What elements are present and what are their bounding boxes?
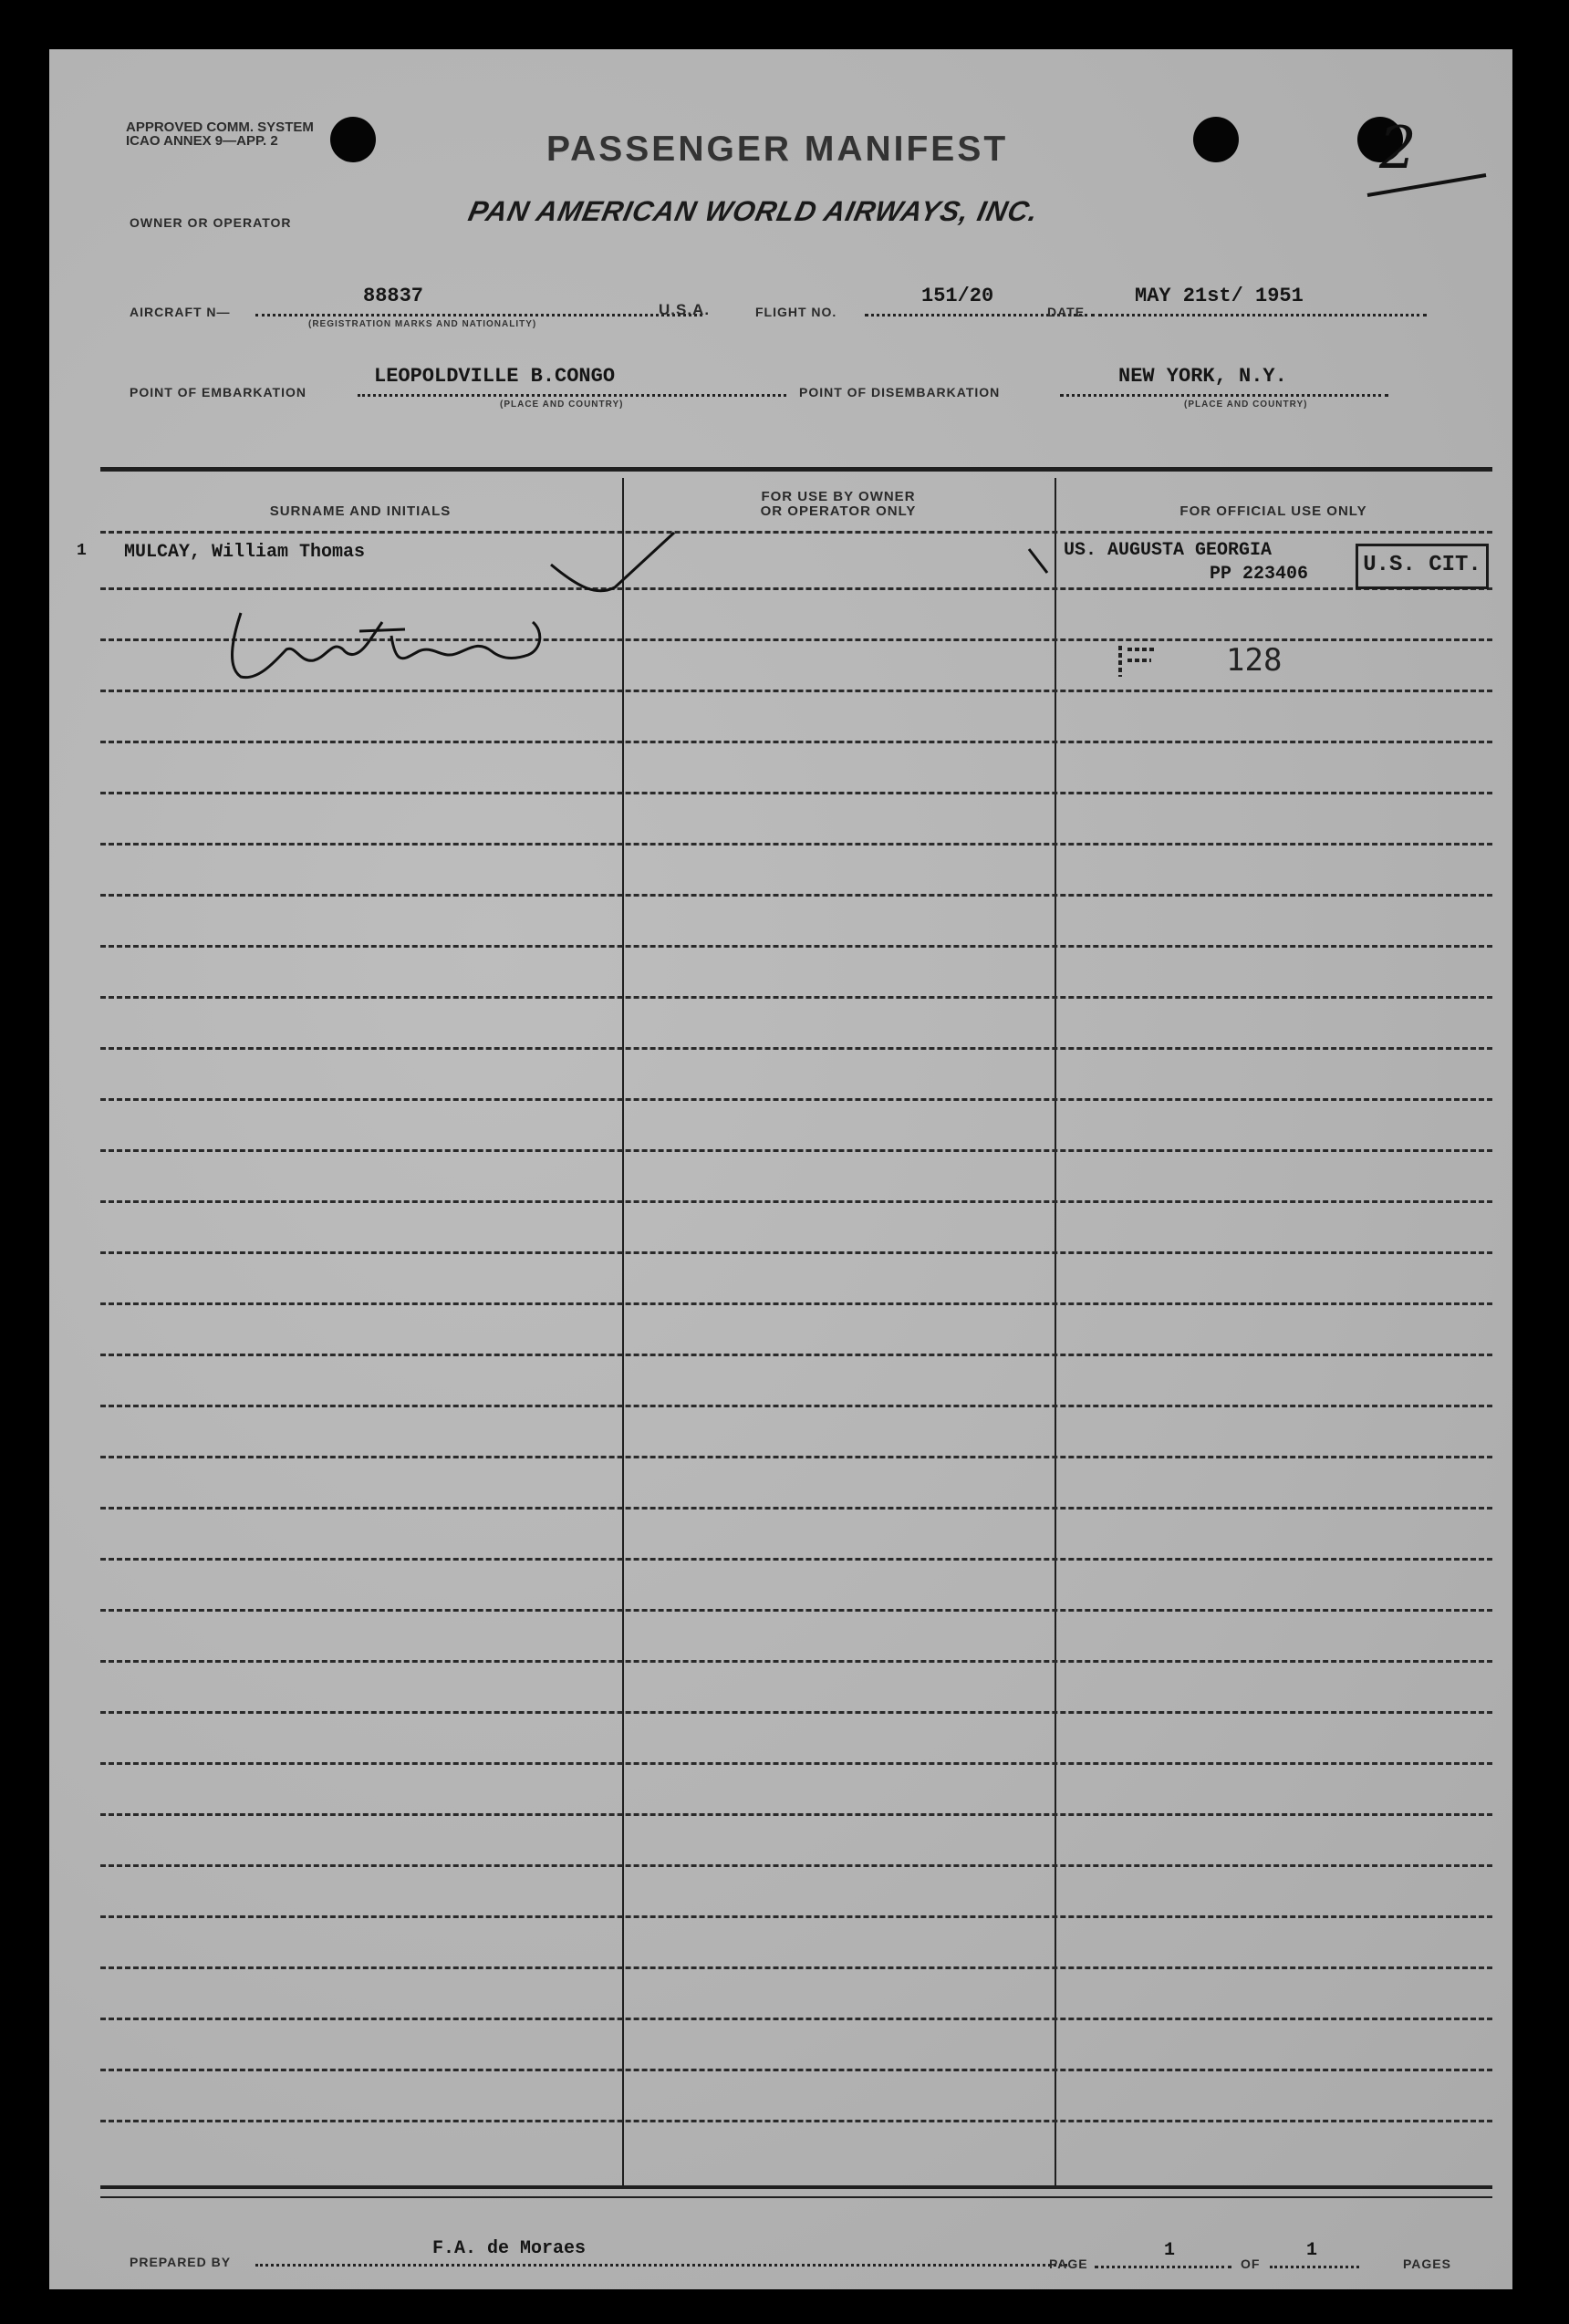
prepared-value: F.A. de Moraes	[432, 2238, 587, 2259]
table-rule	[100, 1966, 1492, 1969]
table-rule	[100, 1507, 1492, 1510]
embark-label: POINT OF EMBARKATION	[130, 385, 307, 399]
official-nationality: US. AUGUSTA GEORGIA	[1064, 540, 1273, 561]
table-bottom-rule	[100, 2185, 1492, 2189]
table-rule	[100, 1456, 1492, 1458]
table-rule	[100, 1354, 1492, 1356]
official-number: 128	[1226, 642, 1283, 679]
table-rule	[100, 843, 1492, 846]
stamp-mark-icon	[1115, 640, 1160, 680]
owner-label: OWNER OR OPERATOR	[130, 215, 292, 230]
corner-mark-icon	[1363, 168, 1491, 204]
disembark-label: POINT OF DISEMBARKATION	[799, 385, 1001, 399]
date-line	[1098, 314, 1427, 316]
table-rule	[100, 1405, 1492, 1407]
of-line	[1270, 2266, 1359, 2268]
page-title: PASSENGER MANIFEST	[546, 130, 1009, 169]
page-label: PAGE	[1049, 2257, 1088, 2271]
table-rule	[100, 531, 1492, 534]
table-rule	[100, 1251, 1492, 1254]
disembark-value: NEW YORK, N.Y.	[1118, 365, 1287, 388]
table-rule	[100, 741, 1492, 743]
column-header-surname: SURNAME AND INITIALS	[269, 503, 452, 519]
aircraft-label: AIRCRAFT N—	[130, 305, 231, 319]
table-rule	[100, 1660, 1492, 1663]
table-rule	[100, 1200, 1492, 1203]
checkmark-icon	[542, 524, 679, 606]
registration-caption: (REGISTRATION MARKS AND NATIONALITY)	[308, 319, 537, 329]
page-value: 1	[1164, 2240, 1176, 2261]
manifest-sheet	[49, 49, 1512, 2289]
of-label: OF	[1241, 2257, 1261, 2271]
column-divider-1	[622, 478, 624, 2189]
pages-label: PAGES	[1403, 2257, 1451, 2271]
embark-line	[358, 394, 786, 397]
aircraft-line	[255, 314, 702, 316]
table-rule	[100, 1098, 1492, 1101]
usa-label: U.S.A.	[659, 301, 711, 318]
column-header-owner-use-2: OR OPERATOR ONLY	[760, 503, 917, 519]
date-value: MAY 21st/ 1951	[1135, 285, 1304, 307]
page-line	[1095, 2266, 1231, 2268]
corner-number: 2	[1379, 115, 1417, 182]
table-rule	[100, 1711, 1492, 1714]
passenger-index: 1	[77, 542, 87, 560]
of-value: 1	[1306, 2240, 1318, 2261]
official-passport: PP 223406	[1210, 564, 1309, 585]
table-rule	[100, 1762, 1492, 1765]
table-bottom-rule-2	[100, 2196, 1492, 2198]
tick-mark-icon	[1025, 545, 1053, 582]
table-rule	[100, 1915, 1492, 1918]
flight-label: FLIGHT NO.	[755, 305, 837, 319]
table-rule	[100, 1047, 1492, 1050]
table-rule	[100, 1609, 1492, 1612]
table-rule	[100, 2120, 1492, 2122]
handwritten-signature-icon	[223, 595, 551, 695]
flight-value: 151/20	[921, 285, 994, 307]
table-rule	[100, 1813, 1492, 1816]
table-rule	[100, 2069, 1492, 2071]
aircraft-value: 88837	[363, 285, 424, 307]
table-rule	[100, 1558, 1492, 1561]
prepared-line	[255, 2264, 1067, 2267]
table-rule	[100, 792, 1492, 794]
punch-hole-center	[1193, 117, 1239, 162]
table-rule	[100, 894, 1492, 897]
embark-value: LEOPOLDVILLE B.CONGO	[374, 365, 616, 388]
citizen-stamp: U.S. CIT.	[1356, 544, 1489, 589]
disembark-line	[1060, 394, 1388, 397]
table-rule	[100, 2018, 1492, 2020]
table-top-rule	[100, 467, 1492, 472]
column-header-owner-use-1: FOR USE BY OWNER	[761, 489, 916, 504]
table-rule	[100, 587, 1492, 590]
table-rule	[100, 996, 1492, 999]
column-header-official: FOR OFFICIAL USE ONLY	[1179, 503, 1367, 519]
column-divider-2	[1055, 478, 1056, 2189]
table-rule	[100, 1149, 1492, 1152]
embark-caption: (PLACE AND COUNTRY)	[500, 399, 624, 410]
prepared-label: PREPARED BY	[130, 2255, 232, 2269]
table-rule	[100, 1864, 1492, 1867]
table-rule	[100, 945, 1492, 948]
company-name: PAN AMERICAN WORLD AIRWAYS, INC.	[465, 195, 1042, 227]
disembark-caption: (PLACE AND COUNTRY)	[1184, 399, 1308, 410]
approval-note: APPROVED COMM. SYSTEM ICAO ANNEX 9—APP. 2	[126, 119, 314, 149]
punch-hole-left	[330, 117, 376, 162]
passenger-name: MULCAY, William Thomas	[124, 542, 366, 563]
table-rule	[100, 1302, 1492, 1305]
date-label: DATE	[1047, 305, 1086, 319]
